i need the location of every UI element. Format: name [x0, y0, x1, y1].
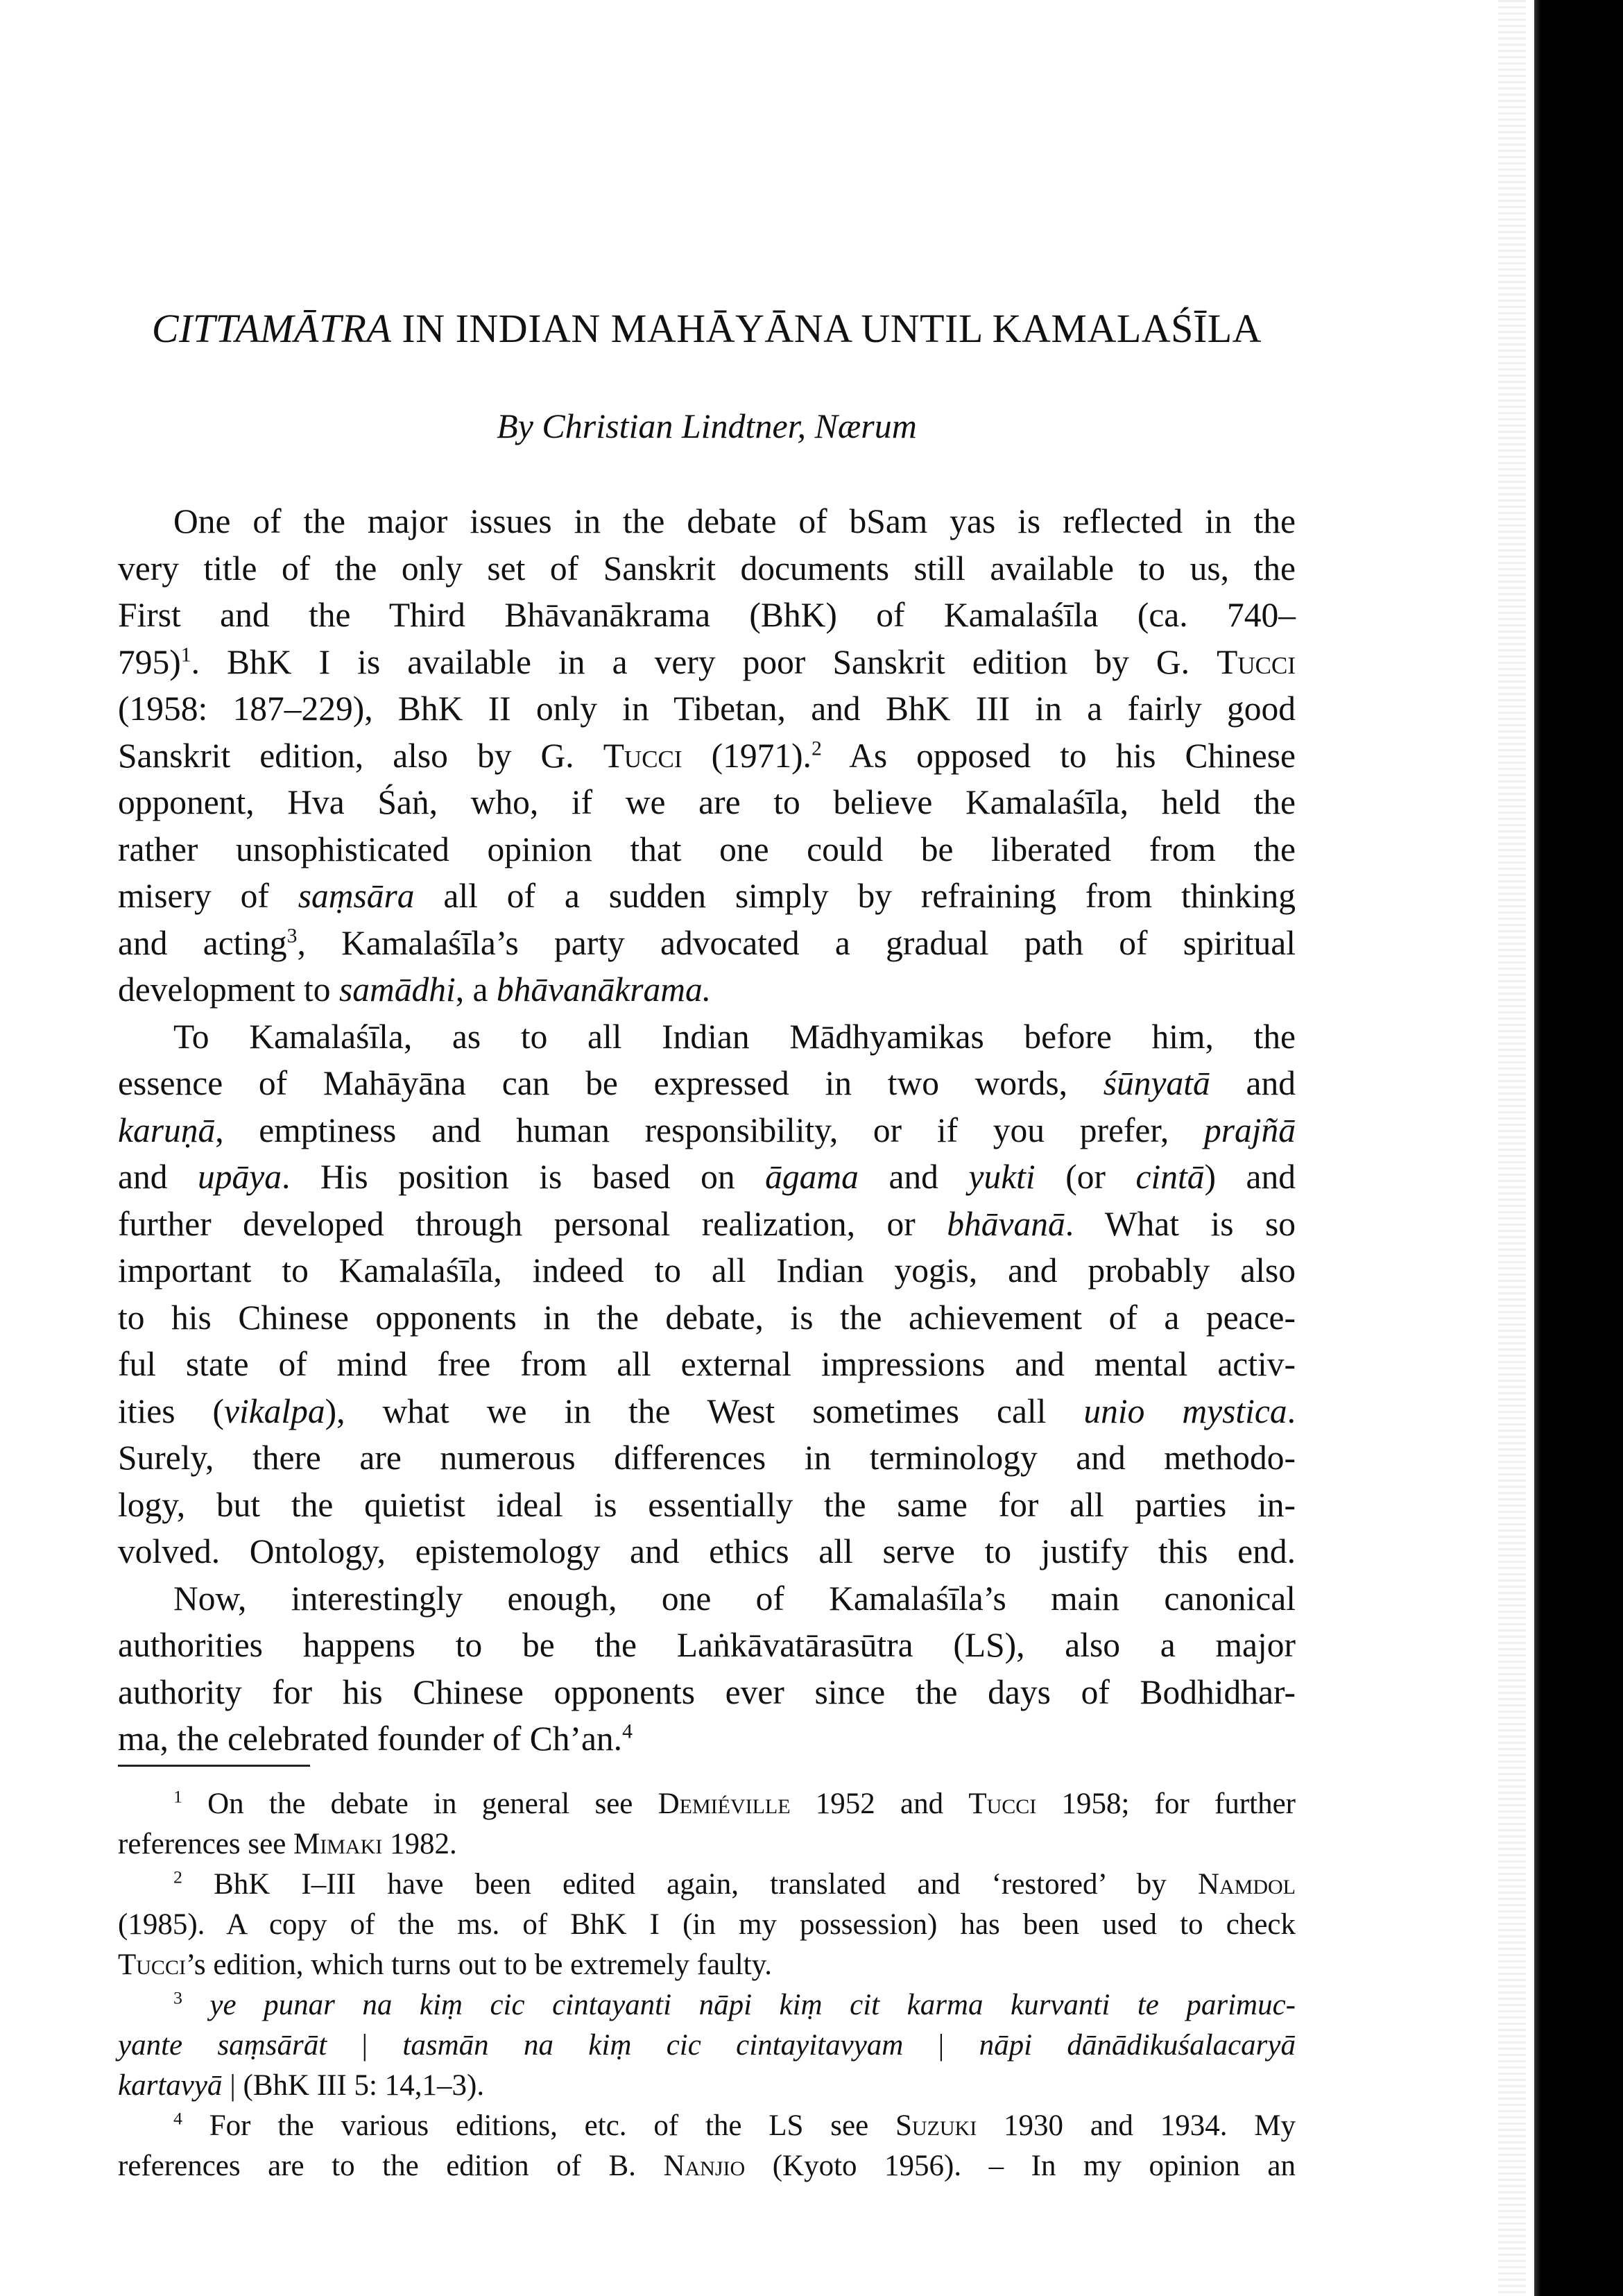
- body-line: [118, 1575, 1296, 1622]
- footnotes: [118, 1784, 1296, 2186]
- body-line: [118, 1013, 1296, 1061]
- text-run: First and the Third Bhāvanākrama (BhK) of Kamalaśīla (ca. 740–: [118, 596, 1296, 634]
- text-run: yante saṃsārāt: [118, 2029, 327, 2062]
- text-run: references see: [118, 1828, 294, 1860]
- text-run: āgama: [765, 1158, 859, 1196]
- text-run: and: [1210, 1064, 1296, 1102]
- author-name: Tucci: [1217, 642, 1296, 681]
- body-line: [118, 592, 1296, 639]
- text-run: |: [903, 2029, 979, 2062]
- text-run: karuṇā: [118, 1111, 216, 1149]
- body-line: [118, 966, 1296, 1013]
- text-run: (1971).: [682, 736, 812, 775]
- footnote-marker: 1: [180, 644, 191, 666]
- text-run: 1952 and: [790, 1788, 969, 1820]
- text-run: and acting: [118, 923, 287, 962]
- author-byline: By Christian Lindtner, Nærum: [497, 406, 917, 445]
- text-run: For the various editions, etc. of the LS see: [182, 2109, 895, 2142]
- text-run: volved. Ontology, epistemology and ethics all serve to justify this end.: [118, 1532, 1296, 1570]
- text-run: . His position is based on: [282, 1158, 766, 1196]
- text-run: 1930 and 1934. My: [977, 2109, 1296, 2142]
- text-run: yukti: [968, 1158, 1036, 1196]
- body-line: [118, 545, 1296, 592]
- text-run: references are to the edition of B.: [118, 2150, 664, 2182]
- body-line: [118, 1482, 1296, 1529]
- body-line: [118, 1669, 1296, 1716]
- body-line: [118, 826, 1296, 873]
- text-run: ye punar na kiṃ cic cintayanti nāpi kiṃ cit karma kurvanti te parimuc-: [209, 1989, 1296, 2021]
- text-run: , emptiness and human responsibility, or if you prefer,: [215, 1111, 1204, 1149]
- text-run: unio mystica: [1083, 1391, 1287, 1430]
- body-line: [118, 639, 1296, 686]
- footnote-line: [118, 1784, 1296, 1824]
- text-run: To Kamalaśīla, as to all Indian Mādhyamikas before him, the: [173, 1017, 1296, 1056]
- text-run: and: [118, 1158, 198, 1196]
- text-run: essence of Mahāyāna can be expressed in two words,: [118, 1064, 1104, 1102]
- text-run: , Kamalaśīla’s party advocated a gradual path of spiritual: [297, 923, 1296, 962]
- body-line: [118, 1107, 1296, 1154]
- body-line: [118, 1294, 1296, 1342]
- text-run: authority for his Chinese opponents ever since the days of Bodhidhar-: [118, 1672, 1296, 1711]
- author-name: Mimaki: [293, 1828, 383, 1860]
- footnote-marker: 4: [622, 1720, 633, 1743]
- footnote-line: [118, 1905, 1296, 1945]
- text-run: On the debate in general see: [182, 1788, 658, 1820]
- text-run: Now, interestingly enough, one of Kamalaśīla’s main canonical: [173, 1579, 1296, 1618]
- text-run: (1985). A copy of the ms. of BhK I (in my possession) has been used to check: [118, 1908, 1296, 1941]
- title-rest: IN INDIAN MAHĀYĀNA UNTIL KAMALAŚĪLA: [391, 306, 1262, 351]
- text-run: very title of the only set of Sanskrit documents still available to us, the: [118, 549, 1296, 588]
- text-run: nāpi dānādikuśalacaryā: [979, 2029, 1296, 2062]
- body-line: [118, 1341, 1296, 1388]
- body-line: [118, 733, 1296, 780]
- text-run: 795): [118, 642, 181, 681]
- text-run: Sanskrit edition, also by G.: [118, 736, 603, 775]
- footnote-line: [118, 2025, 1296, 2066]
- footnote-line: [118, 2066, 1296, 2106]
- text-run: (or: [1035, 1158, 1136, 1196]
- footnote-marker: 3: [286, 925, 298, 947]
- body-line: [118, 1528, 1296, 1575]
- body-line: [118, 685, 1296, 733]
- body-line: [118, 1388, 1296, 1435]
- footnote-line: [118, 2106, 1296, 2146]
- text-run: bhāvanākrama.: [496, 970, 712, 1009]
- body-line: [118, 1247, 1296, 1294]
- text-run: important to Kamalaśīla, indeed to all Indian yogis, and probably also: [118, 1251, 1296, 1290]
- text-run: further developed through personal realization, or: [118, 1204, 947, 1243]
- text-run: authorities happens to be the Laṅkāvatārasūtra (LS), also a major: [118, 1626, 1296, 1664]
- footnote-line: [118, 1985, 1296, 2025]
- scan-edge-noise: [1498, 0, 1526, 2296]
- title-italic: CITTAMĀTRA: [151, 306, 392, 351]
- text-run: . BhK I is available in a very poor Sanskrit edition by G.: [191, 642, 1217, 681]
- text-run: ’s edition, which turns out to be extremely faulty.: [185, 1948, 773, 1981]
- text-run: kartavyā: [118, 2069, 223, 2102]
- body-line: [118, 1154, 1296, 1201]
- text-run: (Kyoto 1956). – In my opinion an: [745, 2150, 1296, 2182]
- footnote-marker: 2: [811, 737, 822, 760]
- text-run: opponent, Hva Śaṅ, who, if we are to believe Kamalaśīla, held the: [118, 783, 1296, 821]
- author-name: Demiéville: [658, 1788, 791, 1820]
- footnote-rule: [118, 1765, 310, 1767]
- footnote-marker: 2: [173, 1867, 182, 1887]
- text-run: vikalpa: [223, 1391, 325, 1430]
- text-run: ma, the celebrated founder of Ch’an.: [118, 1720, 623, 1758]
- body-line: [118, 1715, 1296, 1763]
- text-run: all of a sudden simply by refraining from thinking: [414, 877, 1296, 915]
- author-name: Namdol: [1197, 1868, 1296, 1901]
- text-run: saṃsāra: [298, 877, 415, 915]
- text-run: As opposed to his Chinese: [821, 736, 1296, 775]
- footnote-line: [118, 1824, 1296, 1865]
- footnote-line: [118, 1945, 1296, 1985]
- text-run: ities (: [118, 1391, 224, 1430]
- text-run: , a: [455, 970, 497, 1009]
- author-name: Tucci: [603, 736, 682, 775]
- text-run: ), what we in the West sometimes call: [325, 1391, 1084, 1430]
- body-line: [118, 873, 1296, 920]
- text-run: bhāvanā: [947, 1204, 1065, 1243]
- text-run: cintā: [1135, 1158, 1205, 1196]
- footnote-marker: 4: [173, 2108, 182, 2129]
- text-run: misery of: [118, 877, 298, 915]
- body-line: [118, 779, 1296, 826]
- body-text: [118, 498, 1296, 1763]
- text-run: | (BhK III 5: 14,1–3).: [222, 2069, 485, 2102]
- text-run: rather unsophisticated opinion that one could be liberated from the: [118, 830, 1296, 868]
- footnote-line: [118, 2146, 1296, 2186]
- body-line: [118, 920, 1296, 967]
- text-run: development to: [118, 970, 339, 1009]
- text-run: 1958; for further: [1036, 1788, 1296, 1820]
- body-line: [118, 498, 1296, 545]
- text-run: śūnyatā: [1103, 1064, 1210, 1102]
- text-run: 1982.: [382, 1828, 457, 1860]
- text-run: (1958: 187–229), BhK II only in Tibetan, and BhK III in a fairly good: [118, 689, 1296, 728]
- text-run: One of the major issues in the debate of bSam yas is reflected in the: [173, 502, 1296, 540]
- text-run: and: [858, 1158, 969, 1196]
- footnote-marker: 3: [173, 1987, 182, 2008]
- author-name: Nanjio: [663, 2150, 746, 2182]
- text-run: .: [1287, 1391, 1296, 1430]
- text-run: ) and: [1204, 1158, 1296, 1196]
- author-name: Tucci: [118, 1948, 186, 1981]
- text-run: upāya: [198, 1158, 282, 1196]
- article-title: [118, 305, 1296, 352]
- text-run: Surely, there are numerous differences in terminology and methodo-: [118, 1439, 1296, 1477]
- text-run: . What is so: [1065, 1204, 1296, 1243]
- text-run: prajñā: [1203, 1111, 1296, 1149]
- text-run: samādhi: [338, 970, 456, 1009]
- author-name: Tucci: [968, 1788, 1037, 1820]
- footnote-line: [118, 1865, 1296, 1905]
- body-line: [118, 1622, 1296, 1669]
- body-line: [118, 1434, 1296, 1482]
- body-line: [118, 1201, 1296, 1248]
- scan-black-margin: [1534, 0, 1623, 2296]
- text-run: ful state of mind free from all external impressions and mental activ-: [118, 1345, 1296, 1383]
- body-line: [118, 1060, 1296, 1107]
- text-run: |: [327, 2029, 403, 2062]
- text-run: tasmān na kiṃ cic cintayitavyam: [402, 2029, 904, 2062]
- text-run: BhK I–III have been edited again, translated and ‘restored’ by: [182, 1868, 1198, 1901]
- text-run: to his Chinese opponents in the debate, is the achievement of a peace-: [118, 1298, 1296, 1337]
- text-run: logy, but the quietist ideal is essentially the same for all parties in-: [118, 1485, 1296, 1524]
- author-name: Suzuki: [895, 2109, 977, 2142]
- text-run: [182, 1989, 210, 2021]
- footnote-marker: 1: [173, 1786, 182, 1807]
